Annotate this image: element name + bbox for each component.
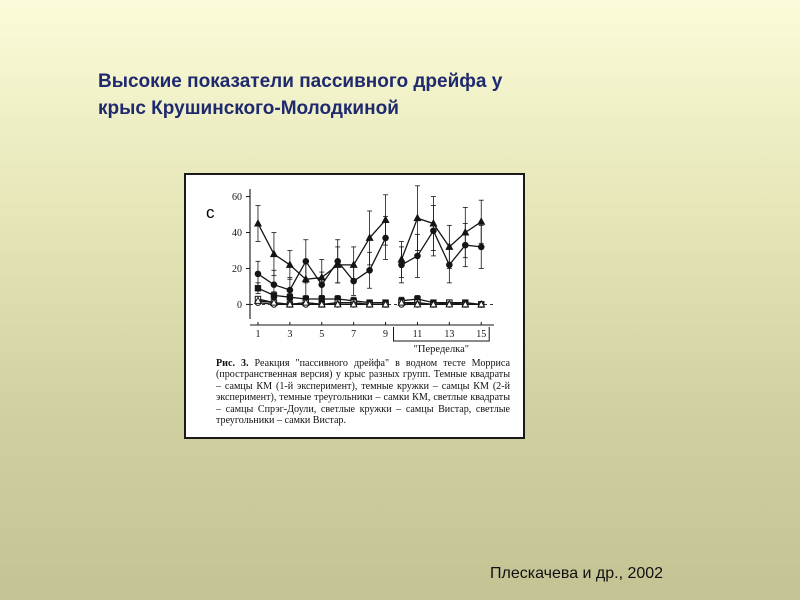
- panel-letter: c: [206, 203, 215, 222]
- data-point: [478, 244, 484, 250]
- data-point: [303, 258, 309, 264]
- y-tick-label: 40: [232, 228, 242, 240]
- x-tick-label: 11: [412, 329, 423, 340]
- data-point: [255, 286, 260, 291]
- y-tick-label: 0: [237, 299, 242, 311]
- x-tick-label: 15: [476, 329, 487, 340]
- data-point: [399, 262, 405, 268]
- y-tick-label: 60: [232, 192, 242, 204]
- data-point: [415, 253, 421, 259]
- data-point: [255, 271, 261, 277]
- data-point: [351, 278, 357, 284]
- x-tick-label: 13: [444, 329, 455, 340]
- data-point: [431, 228, 437, 234]
- x-tick-label: 3: [287, 329, 293, 340]
- y-tick-label: 20: [232, 263, 242, 275]
- data-point: [287, 261, 293, 267]
- data-point: [255, 220, 261, 226]
- data-point: [383, 235, 389, 241]
- citation: Плескачева и др., 2002: [490, 565, 664, 582]
- x-group-label: "Переделка": [413, 344, 470, 355]
- scanned-figure: [184, 173, 525, 439]
- x-tick-label: 1: [255, 329, 261, 340]
- x-tick-label: 5: [319, 329, 325, 340]
- x-tick-label: 9: [383, 329, 389, 340]
- data-point: [447, 262, 453, 268]
- data-point: [335, 258, 341, 264]
- caption-label: Рис. 3.: [216, 358, 249, 369]
- slide-title: [98, 68, 598, 122]
- data-point: [478, 218, 484, 224]
- data-point: [271, 282, 277, 288]
- figure-caption: [216, 358, 510, 426]
- data-point: [462, 242, 468, 248]
- slide-title-line-2: крыс Крушинского-Молодкиной: [98, 98, 399, 119]
- data-point: [414, 215, 420, 221]
- caption-text: Реакция "пассивного дрейфа" в водном тесте Морриса (пространственная версия) у крыс разных групп. Темные квадраты – самцы КМ (1-й эксперимент), темные кружки – самцы КМ (2-й эксперимент), темные треугольники – самки КМ, светлые квадраты – самцы Спрэг-Доули, светлые кружки – самцы Вистар, светлые треугольники – самки Вистар.: [216, 358, 510, 427]
- x-group-bracket: [394, 327, 490, 341]
- x-tick-label: 7: [351, 329, 357, 340]
- data-point: [367, 267, 373, 273]
- data-point: [319, 282, 325, 288]
- slide-title-line-1: Высокие показатели пассивного дрейфа у: [98, 71, 503, 92]
- data-point: [271, 251, 277, 257]
- data-point: [287, 287, 293, 293]
- data-point: [271, 293, 276, 298]
- data-point: [287, 295, 292, 300]
